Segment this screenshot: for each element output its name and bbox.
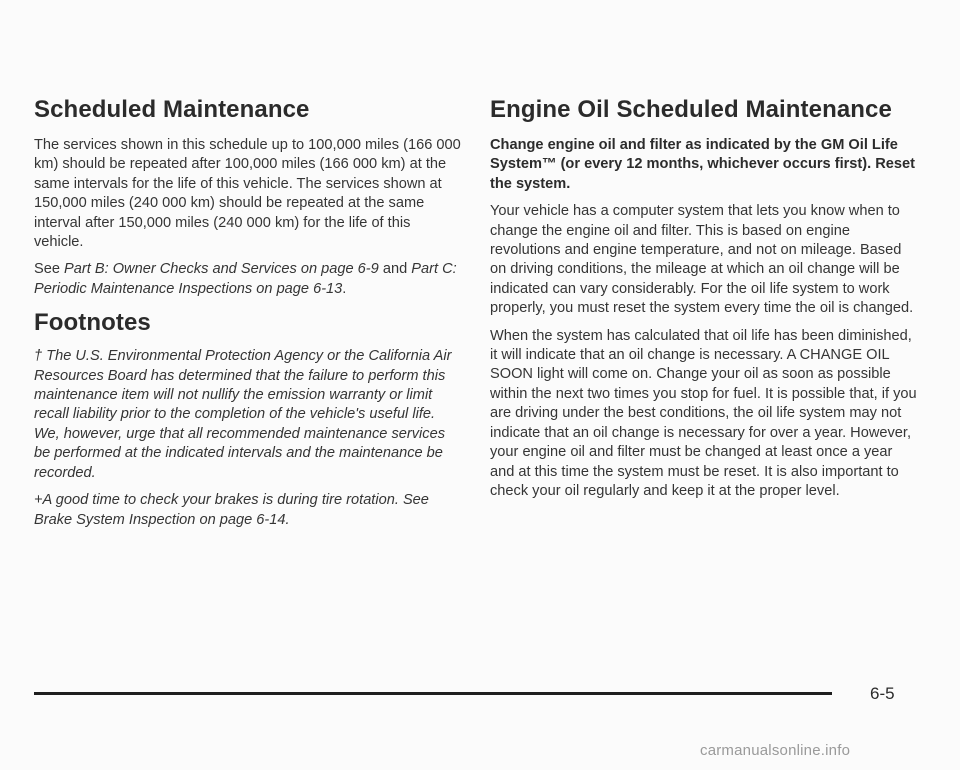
site-watermark: carmanualsonline.info [700,742,851,759]
see-also-paragraph [34,260,462,299]
change-oil-soon-paragraph: When the system has calculated that oil life has been diminished, it will indicate that an oil change is necessary. A CHANGE OIL SOON light will come on. Change your oil as soon as possible within the next two times you stop for fuel. It is possible that, if you are driving under the best conditions, the oil life system may not indicate that an oil change is necessary for over a year. However, your engine oil and filter must be changed at least once a year and at this time the system must be reset. It is also important to check your oil regularly and keep it at the proper level. [490,327,917,499]
oil-change-instruction: Change engine oil and filter as indicated by the GM Oil Life System™ (or every 12 months, whichever occurs first). Reset the system. [490,137,916,192]
part-c-reference: Part C: Periodic Maintenance Inspections on page 6-13 [34,261,457,297]
see-and: and [378,261,412,278]
see-prefix: See [34,261,65,278]
schedule-repeat-paragraph: The services shown in this schedule up to 100,000 miles (166 000 km) should be repeated after 100,000 miles (166 000 km) at the same intervals for the life of this vehicle. The services shown at 150,000 miles (240 000 km) should be repeated at the same interval after 150,000 miles (240 000 km) for the life of this vehicle. [34,137,461,251]
footer-rule [34,692,832,695]
see-end: . [342,280,347,297]
scheduled-maintenance-heading: Scheduled Maintenance [34,96,310,123]
footnote-brakes: +A good time to check your brakes is during tire rotation. See Brake System Inspection on page 6-14. [34,492,429,528]
footnote-epa: † The U.S. Environmental Protection Agency or the California Air Resources Board has determined that the failure to perform this maintenance item will not nullify the emission warranty or limit recall liability prior to the completion of the vehicle's useful life. We, however, urge that all recommended maintenance services be performed at the indicated intervals and the maintenance be recorded. [34,348,452,481]
page-number: 6-5 [870,684,895,703]
footnotes-heading: Footnotes [34,309,151,337]
right-column [490,96,920,509]
left-column [34,96,462,538]
part-b-reference: Part B: Owner Checks and Services on page 6-9 [64,261,379,278]
engine-oil-heading: Engine Oil Scheduled Maintenance [490,96,892,123]
oil-life-system-paragraph: Your vehicle has a computer system that lets you know when to change the engine oil and filter. This is based on engine revolutions and engine temperature, and not on mileage. Based on driving conditions, the mileage at which an oil change will be indicated can vary considerably. For the oil life system to work properly, you must reset the system every time the oil is changed. [490,203,914,317]
